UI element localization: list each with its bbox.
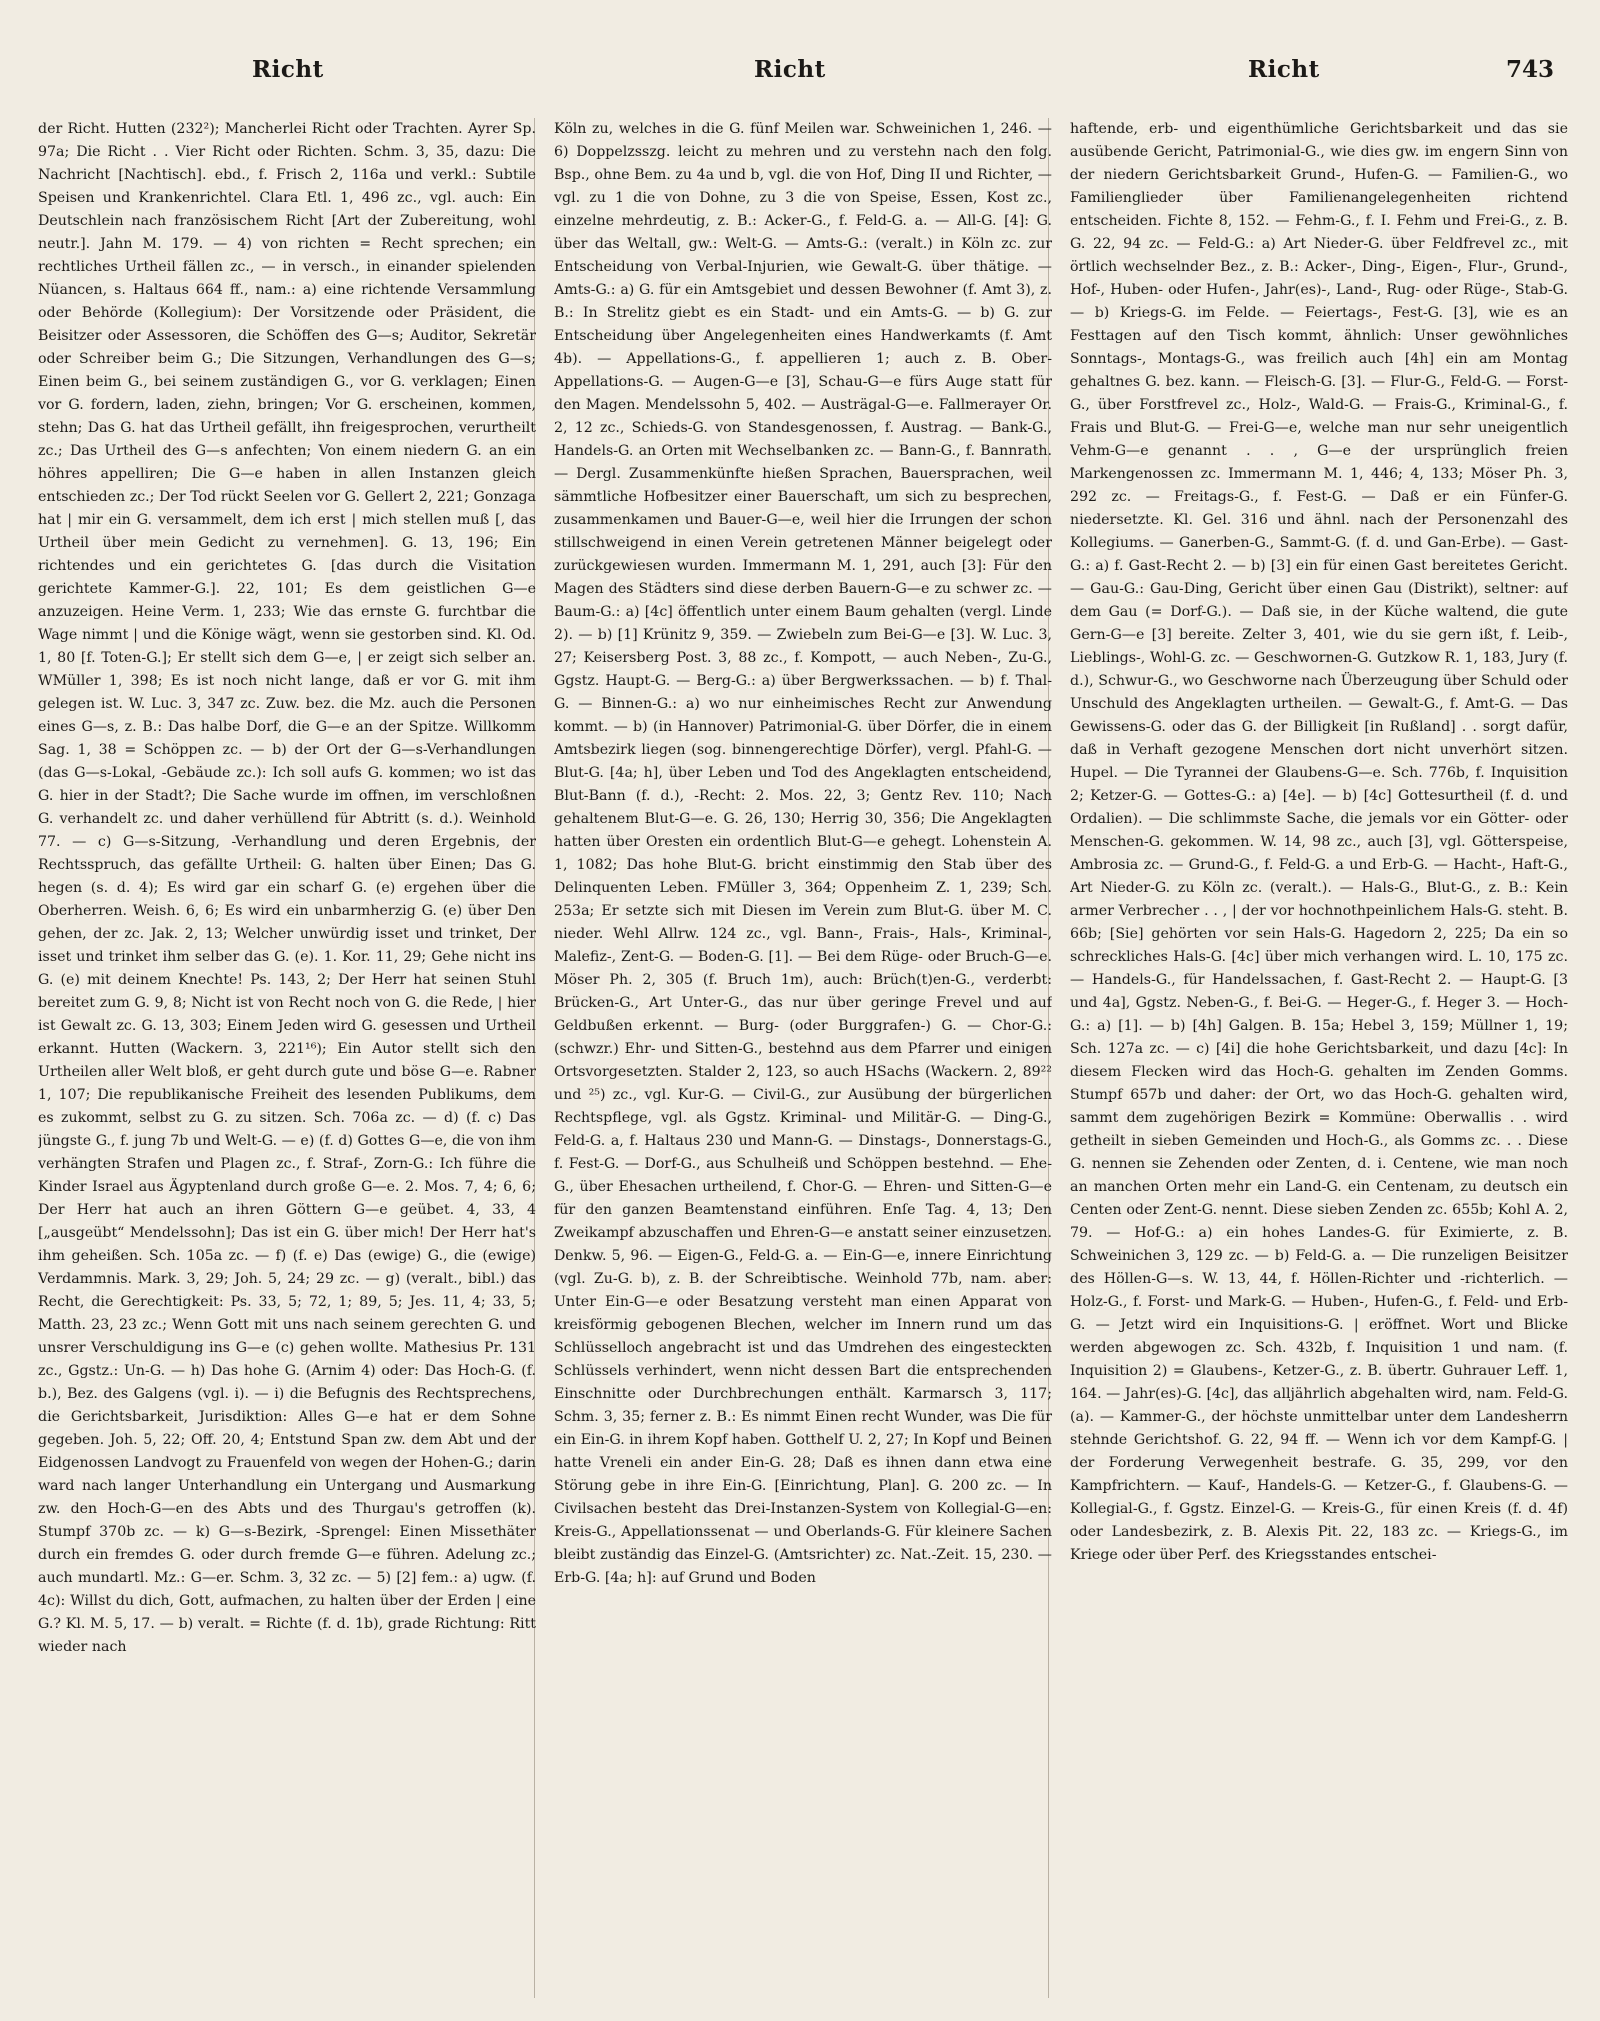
column-right xyxy=(1070,118,1568,1998)
column-middle xyxy=(554,118,1052,1998)
column-left xyxy=(38,118,536,1998)
right-headword: Richt xyxy=(1248,56,1320,83)
text-columns xyxy=(38,118,1568,1998)
column-text: der Richt. Hutten (232²); Mancherlei Richt oder Trachten. Ayrer Sp. 97a; Die Richt . . Vier Richt oder Richten. Schm. 3, 35, dazu: Die Nachricht [Nachtisch]. ebd., f. Frisch 2, 116a und verkl.: Subtile Speisen und Krankenrichtel. Clara Etl. 1, 496 zc., vgl. auch: Ein Deutschlein nach französischem Richt [Art der Zubereitung, wohl neutr.]. Jahn M. 179. — 4) von richten = Recht sprechen; ein rechtliches Urtheil fällen zc., — in versch., in einander spielenden Nüancen, s. Haltaus 664 ff., nam.: a) eine richtende Versammlung oder Behörde (Kollegium): Der Vorsitzende oder Präsident, die Beisitzer oder Assessoren, die Schöffen des G—s; Auditor, Sekretär oder Schreiber beim G.; Die Sitzungen, Verhandlungen des G—s; Einen beim G., bei seinem zuständigen G., vor G. verklagen; Einen vor G. fordern, laden, ziehn, bringen; Vor G. erscheinen, kommen, stehn; Das G. hat das Urtheil gefällt, ihn freigesprochen, verurtheilt zc.; Das Urtheil des G—s anfechten; Von einem niedern G. an ein höhres appelliren; Die G—e haben in allen Instanzen gleich entschieden zc.; Der Tod rückt Seelen vor G. Gellert 2, 221; Gonzaga hat | mir ein G. versammelt, dem ich erst | mich stellen muß [, das Urtheil über mein Gedicht zu vernehmen]. G. 13, 196; Ein richtendes und ein gerichtetes G. [das durch die Visitation gerichtete Kammer-G.]. 22, 101; Es dem geistlichen G—e anzuzeigen. Heine Verm. 1, 233; Wie das ernste G. furchtbar die Wage nimmt | und die Könige wägt, wenn sie gestorben sind. Kl. Od. 1, 80 [f. Toten-G.]; Er stellt sich dem G—e, | er zeigt sich selber an. WMüller 1, 398; Es ist noch nicht lange, daß er vor G. mit ihm gelegen ist. W. Luc. 3, 347 zc. Zuw. bez. die Mz. auch die Personen eines G—s, z. B.: Das halbe Dorf, die G—e an der Spitze. Willkomm Sag. 1, 38 = Schöppen zc. — b) der Ort der G—s-Verhandlungen (das G—s-Lokal, -Gebäude zc.): Ich soll aufs G. kommen; wo ist das G. hier in der Stadt?; Die Sache wurde im offnen, im verschloßnen G. verhandelt zc. und daher verhüllend für Abtritt (s. d.). Weinhold 77. — c) G—s-Sitzung, -Verhandlung und deren Ergebnis, der Rechtsspruch, das gefällte Urtheil: G. halten über Einen; Das G. hegen (s. d. 4); Es wird gar ein scharf G. (e) ergehen über die Oberherren. Weish. 6, 6; Es wird ein unbarmherzig G. (e) über Den gehen, der zc. Jak. 2, 13; Welcher unwürdig isset und trinket, Der isset und trinket ihm selber das G. (e). 1. Kor. 11, 29; Gehe nicht ins G. (e) mit deinem Knechte! Ps. 143, 2; Der Herr hat seinen Stuhl bereitet zum G. 9, 8; Nicht ist von Recht noch von G. die Rede, | hier ist Gewalt zc. G. 13, 303; Einem Jeden wird G. gesessen und Urtheil erkannt. Hutten (Wackern. 3, 221¹⁶); Ein Autor stellt sich den Urtheilen aller Welt bloß, er geht durch gute und böse G—e. Rabner 1, 107; Die republikanische Freiheit des lesenden Publikums, dem es zukommt, selbst zu G. zu sitzen. Sch. 706a zc. — d) (f. c) Das jüngste G., f. jung 7b und Welt-G. — e) (f. d) Gottes G—e, die von ihm verhängten Strafen und Plagen zc., f. Straf-, Zorn-G.: Ich führe die Kinder Israel aus Ägyptenland durch große G—e. 2. Mos. 7, 4; 6, 6; Der Herr hat auch an ihren Göttern G—e geübet. 4, 33, 4 [„ausgeübt“ Mendelssohn]; Das ist ein G. über mich! Der Herr hat's ihm geheißen. Sch. 105a zc. — f) (f. e) Das (ewige) G., die (ewige) Verdammnis. Mark. 3, 29; Joh. 5, 24; 29 zc. — g) (veralt., bibl.) das Recht, die Gerechtigkeit: Ps. 33, 5; 72, 1; 89, 5; Jes. 11, 4; 33, 5; Matth. 23, 23 zc.; Wenn Gott mit uns nach seinem gerechten G. und unsrer Verschuldigung ins G—e (c) gehen wollte. Mathesius Pr. 131 zc., Ggstz.: Un-G. — h) Das hohe G. (Arnim 4) oder: Das Hoch-G. (f. b.), Bez. des Galgens (vgl. i). — i) die Befugnis des Rechtsprechens, die Gerichtsbarkeit, Jurisdiktion: Alles G—e hat er dem Sohne gegeben. Joh. 5, 22; Off. 20, 4; Entstund Span zw. dem Abt und der Eidgenossen Landvogt zu Frauenfeld von wegen der Hohen-G.; darin ward nach langer Unterhandlung ein Untergang und Ausmarkung zw. den Hoch-G—en des Abts und des Thurgau's getroffen (k). Stumpf 370b zc. — k) G—s-Bezirk, -Sprengel: Einen Missethäter durch ein fremdes G. oder durch fremde G—e führen. Adelung zc.; auch mundartl. Mz.: G—er. Schm. 3, 32 zc. — 5) [2] fem.: a) ugw. (f. 4c): Willst du dich, Gott, aufmachen, zu halten über der Erden | eine G.? Kl. M. 5, 17. — b) veralt. = Richte (f. d. 1b), grade Richtung: Ritt wieder nach xyxy=(38,121,536,1655)
center-headword: Richt xyxy=(754,56,826,83)
page-number: 743 xyxy=(1505,56,1554,83)
left-headword: Richt xyxy=(252,56,324,83)
running-header xyxy=(36,56,1564,96)
column-text: Köln zu, welches in die G. fünf Meilen war. Schweinichen 1, 246. — 6) Doppelzsszg. leicht zu mehren und zu verstehn nach den folg. Bsp., ohne Bem. zu 4a und b, vgl. die von Hof, Ding II und Richter, — vgl. zu 1 die von Dohne, zu 3 die von Speise, Essen, Kost zc., einzelne mehrdeutig, z. B.: Acker-G., f. Feld-G. a. — All-G. [4]: G. über das Weltall, gw.: Welt-G. — Amts-G.: (veralt.) in Köln zc. zur Entscheidung von Verbal-Injurien, wie Gewalt-G. über thätige. — Amts-G.: a) G. für ein Amtsgebiet und dessen Bewohner (f. Amt 3), z. B.: In Strelitz giebt es ein Stadt- und ein Amts-G. — b) G. zur Entscheidung über Angelegenheiten eines Handwerkamts (f. Amt 4b). — Appellations-G., f. appellieren 1; auch z. B. Ober-Appellations-G. — Augen-G—e [3], Schau-G—e fürs Auge statt für den Magen. Mendelssohn 5, 402. — Austrägal-G—e. Fallmerayer Or. 2, 12 zc., Schieds-G. von Standesgenossen, f. Austrag. — Bank-G., Handels-G. an Orten mit Wechselbanken zc. — Bann-G., f. Bannrath. — Dergl. Zusammenkünfte hießen Sprachen, Bauersprachen, weil sämmtliche Hofbesitzer einer Bauerschaft, um sich zu besprechen, zusammenkamen und Bauer-G—e, weil hier die Irrungen der schon stillschweigend in einen Verein getretenen Männer beigelegt oder zurückgewiesen wurden. Immermann M. 1, 291, auch [3]: Für den Magen des Städters sind diese derben Bauern-G—e zu schwer zc. — Baum-G.: a) [4c] öffentlich unter einem Baum gehalten (vergl. Linde 2). — b) [1] Krünitz 9, 359. — Zwiebeln zum Bei-G—e [3]. W. Luc. 3, 27; Keisersberg Post. 3, 88 zc., f. Kompott, — auch Neben-, Zu-G., Ggstz. Haupt-G. — Berg-G.: a) über Bergwerkssachen. — b) f. Thal-G. — Binnen-G.: a) wo nur einheimisches Recht zur Anwendung kommt. — b) (in Hannover) Patrimonial-G. über Dörfer, die in einem Amtsbezirk liegen (sog. binnengerechtige Dörfer), vergl. Pfahl-G. — Blut-G. [4a; h], über Leben und Tod des Angeklagten entscheidend, Blut-Bann (f. d.), -Recht: 2. Mos. 22, 3; Gentz Rev. 110; Nach gehaltenem Blut-G—e. G. 26, 130; Herrig 30, 356; Die Angeklagten hatten über Oresten ein ordentlich Blut-G—e gehegt. Lohenstein A. 1, 1082; Das hohe Blut-G. bricht einstimmig den Stab über des Delinquenten Leben. FMüller 3, 364; Oppenheim Z. 1, 239; Sch. 253a; Er setzte sich mit Diesen im Verein zum Blut-G. über M. C. nieder. Wehl Allrw. 124 zc., vgl. Bann-, Frais-, Hals-, Kriminal-, Malefiz-, Zent-G. — Boden-G. [1]. — Bei dem Rüge- oder Bruch-G—e. Möser Ph. 2, 305 (f. Bruch 1m), auch: Brüch(t)en-G., verderbt: Brücken-G., Art Unter-G., das nur über geringe Frevel und auf Geldbußen erkennt. — Burg- (oder Burggrafen-) G. — Chor-G.: (schwzr.) Ehr- und Sitten-G., bestehnd aus dem Pfarrer und einigen Ortsvorgesetzten. Stalder 2, 123, so auch HSachs (Wackern. 2, 89²² und ²⁵) zc., vgl. Kur-G. — Civil-G., zur Ausübung der bürgerlichen Rechtspflege, vgl. als Ggstz. Kriminal- und Militär-G. — Ding-G., Feld-G. a, f. Haltaus 230 und Mann-G. — Dinstags-, Donnerstags-G., f. Fest-G. — Dorf-G., aus Schulheiß und Schöppen bestehnd. — Ehe-G., über Ehesachen urtheilend, f. Chor-G. — Ehren- und Sitten-G—e für den ganzen Beamtenstand einführen. Enſe Tag. 4, 13; Den Zweikampf abzuschaffen und Ehren-G—e anstatt seiner einzusetzen. Denkw. 5, 96. — Eigen-G., Feld-G. a. — Ein-G—e, innere Einrichtung (vgl. Zu-G. b), z. B. der Schreibtische. Weinhold 77b, nam. aber: Unter Ein-G—e oder Besatzung versteht man einen Apparat von kreisförmig gebogenen Blechen, welcher im Innern rund um das Schlüsselloch angebracht ist und das Umdrehen des eingesteckten Schlüssels verhindert, wenn nicht dessen Bart die entsprechenden Einschnitte oder Durchbrechungen enthält. Karmarsch 3, 117; Schm. 3, 35; ferner z. B.: Es nimmt Einen recht Wunder, was Die für ein Ein-G. in ihrem Kopf haben. Gotthelf U. 2, 27; In Kopf und Beinen hatte Vreneli ein ander Ein-G. 28; Daß es ihnen dann etwa eine Störung gebe in ihre Ein-G. [Einrichtung, Plan]. G. 200 zc. — In Civilsachen besteht das Drei-Instanzen-System von Kollegial-G—en: Kreis-G., Appellationssenat — und Oberlands-G. Für kleinere Sachen bleibt zuständig das Einzel-G. (Amtsrichter) zc. Nat.-Zeit. 15, 230. — Erb-G. [4a; h]: auf Grund und Boden xyxy=(554,121,1052,1586)
column-text: haftende, erb- und eigenthümliche Gerichtsbarkeit und das sie ausübende Gericht, Patrimonial-G., wie dies gw. im engern Sinn von der niedern Gerichtsbarkeit Grund-, Hufen-G. — Familien-G., wo Familienglieder über Familienangelegenheiten richtend entscheiden. Fichte 8, 152. — Fehm-G., f. I. Fehm und Frei-G., z. B. G. 22, 94 zc. — Feld-G.: a) Art Nieder-G. über Feldfrevel zc., mit örtlich wechselnder Bez., z. B.: Acker-, Ding-, Eigen-, Flur-, Grund-, Hof-, Huben- oder Hufen-, Jahr(es)-, Land-, Rug- oder Rüge-, Stab-G. — b) Kriegs-G. im Felde. — Feiertags-, Fest-G. [3], wie es an Festtagen auf den Tisch kommt, ähnlich: Unser gewöhnliches Sonntags-, Montags-G., was freilich auch [4h] ein am Montag gehaltnes G. bez. kann. — Fleisch-G. [3]. — Flur-G., Feld-G. — Forst-G., über Forstfrevel zc., Holz-, Wald-G. — Frais-G., Kriminal-G., f. Frais und Blut-G. — Frei-G—e, welche man nur sehr uneigentlich Vehm-G—e genannt . . , G—e der ursprünglich freien Markengenossen zc. Immermann M. 1, 446; 4, 133; Möser Ph. 3, 292 zc. — Freitags-G., f. Fest-G. — Daß er ein Fünfer-G. niedersetzte. Kl. Gel. 316 und ähnl. nach der Personenzahl des Kollegiums. — Ganerben-G., Sammt-G. (f. d. und Gan-Erbe). — Gast-G.: a) f. Gast-Recht 2. — b) [3] ein für einen Gast bereitetes Gericht. — Gau-G.: Gau-Ding, Gericht über einen Gau (Distrikt), seltner: auf dem Gau (= Dorf-G.). — Daß sie, in der Küche waltend, die gute Gern-G—e [3] bereite. Zelter 3, 401, wie du sie gern ißt, f. Leib-, Lieblings-, Wohl-G. zc. — Geschwornen-G. Gutzkow R. 1, 183, Jury (f. d.), Schwur-G., wo Geschworne nach Überzeugung über Schuld oder Unschuld des Angeklagten urtheilen. — Gewalt-G., f. Amt-G. — Das Gewissens-G. oder das G. der Billigkeit [in Rußland] . . sorgt dafür, daß in Verhaft gezogene Menschen dort nicht unverhört sitzen. Hupel. — Die Tyrannei der Glaubens-G—e. Sch. 776b, f. Inquisition 2; Ketzer-G. — Gottes-G.: a) [4e]. — b) [4c] Gottesurtheil (f. d. und Ordalien). — Die schlimmste Sache, die jemals vor ein Götter- oder Menschen-G. gekommen. W. 14, 98 zc., auch [3], vgl. Götterspeise, Ambrosia zc. — Grund-G., f. Feld-G. a und Erb-G. — Hacht-, Haft-G., Art Nieder-G. zu Köln zc. (veralt.). — Hals-G., Blut-G., z. B.: Kein armer Verbrecher . . , | der vor hochnothpeinlichem Hals-G. steht. B. 66b; [Sie] gehörten vor sein Hals-G. Hagedorn 2, 225; Da ein so schreckliches Hals-G. [4c] über mich verhangen wird. L. 10, 175 zc. — Handels-G., für Handelssachen, f. Gast-Recht 2. — Haupt-G. [3 und 4a], Ggstz. Neben-G., f. Bei-G. — Heger-G., f. Heger 3. — Hoch-G.: a) [1]. — b) [4h] Galgen. B. 15a; Hebel 3, 159; Müllner 1, 19; Sch. 127a zc. — c) [4i] die hohe Gerichtsbarkeit, und dazu [4c]: In diesem Flecken wird das Hoch-G. gehalten im Zenden Gomms. Stumpf 657b und daher: der Ort, wo das Hoch-G. gehalten wird, sammt dem zugehörigen Bezirk = Kommüne: Oberwallis . . wird getheilt in sieben Gemeinden und Hoch-G., als Gomms zc. . . Diese G. nennen sie Zehenden oder Zenten, d. i. Centene, wie man noch an manchen Orten mehr ein Land-G. ein Centenam, zu deutsch ein Centen oder Zent-G. nennt. Diese sieben Zenden zc. 655b; Kohl A. 2, 79. — Hof-G.: a) ein hohes Landes-G. für Eximierte, z. B. Schweinichen 3, 129 zc. — b) Feld-G. a. — Die runzeligen Beisitzer des Höllen-G—s. W. 13, 44, f. Höllen-Richter und -richterlich. — Holz-G., f. Forst- und Mark-G. — Huben-, Hufen-G., f. Feld- und Erb-G. — Jetzt wird ein Inquisitions-G. | eröffnet. Wort und Blicke werden abgewogen zc. Sch. 432b, f. Inquisition 1 und nam. (f. Inquisition 2) = Glaubens-, Ketzer-G., z. B. übertr. Guhrauer Leff. 1, 164. — Jahr(es)-G. [4c], das alljährlich abgehalten wird, nam. Feld-G. (a). — Kammer-G., der höchste unmittelbar unter dem Landesherrn stehnde Gerichtshof. G. 22, 94 ff. — Wenn ich vor dem Kampf-G. | der Forderung Verwegenheit bestrafe. G. 35, 299, vor den Kampfrichtern. — Kauf-, Handels-G. — Ketzer-G., f. Glaubens-G. — Kollegial-G., f. Ggstz. Einzel-G. — Kreis-G., für einen Kreis (f. d. 4f) oder Landesbezirk, z. B. Alexis Pit. 22, 183 zc. — Kriegs-G., im Kriege oder über Perf. des Kriegsstandes entschei- xyxy=(1070,121,1568,1563)
